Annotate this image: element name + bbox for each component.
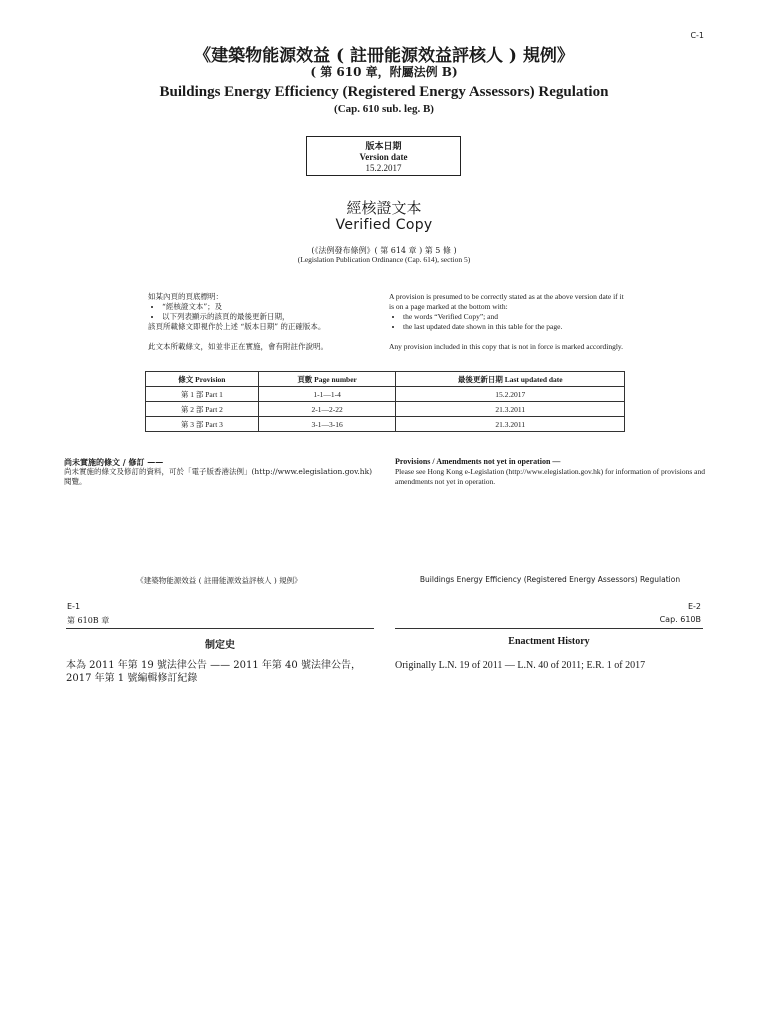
table-row xyxy=(146,402,625,417)
note-zh-line1: 如某內頁的頁底標明： xyxy=(148,292,223,301)
cell-last-updated: 15.2.2017 xyxy=(396,387,625,402)
table-row xyxy=(146,417,625,432)
page-code-e1: E-1 xyxy=(67,602,81,611)
note-en-line1: A provision is presumed to be correctly stated as at the above version date if it is on a page marked at the bottom with: xyxy=(389,292,624,311)
version-date: 15.2.2017 xyxy=(365,163,402,173)
parts-table xyxy=(145,371,625,432)
title-zh: 《建築物能源效益 ( 註冊能源效益評核人 ) 規例》 xyxy=(194,46,574,66)
note-zh-bullet2: • 以下列表顯示的該頁的最後更新日期， xyxy=(162,312,368,322)
page-code: C-1 xyxy=(690,31,704,40)
cell-provision: 第 3 部 Part 3 xyxy=(146,417,259,432)
cell-page-number: 2-1—2-22 xyxy=(258,402,396,417)
verified-copy-zh: 經核證文本 xyxy=(346,199,422,217)
enactment-heading-zh: 制定史 xyxy=(205,640,235,651)
verified-copy-en: Verified Copy xyxy=(335,217,433,233)
version-date-box xyxy=(306,136,461,176)
page-code-e2: E-2 xyxy=(687,602,701,611)
cap-number-zh: 第 610B 章 xyxy=(67,616,110,625)
cell-page-number: 1-1—1-4 xyxy=(258,387,396,402)
header-provision: 條文 Provision xyxy=(146,372,259,387)
subtitle-zh: ( 第 610 章，附屬法例 B) xyxy=(310,65,458,79)
divider-right xyxy=(395,628,703,629)
not-yet-body-zh: 尚未實施的條文及修訂的資料，可於「電子版香港法例」(http://www.elegislation.gov.hk) 閱覽。 xyxy=(64,467,373,486)
header-page-number: 頁數 Page number xyxy=(258,372,396,387)
subtitle-en: (Cap. 610 sub. leg. B) xyxy=(334,103,434,115)
divider-left xyxy=(66,628,374,629)
version-label-zh: 版本日期 xyxy=(365,141,402,151)
note-zh-line3: 此文本所載條文，如並非正在實施，會有附註作說明。 xyxy=(148,342,328,351)
ordinance-ref-en: (Legislation Publication Ordinance (Cap. 614), section 5) xyxy=(297,255,471,264)
footer-title-zh: 《建築物能源效益 ( 註冊能源效益評核人 ) 規例》 xyxy=(136,576,302,585)
header-last-updated: 最後更新日期 Last updated date xyxy=(396,372,625,387)
cell-last-updated: 21.3.2011 xyxy=(396,417,625,432)
note-en-bullet1: • the words “Verified Copy”; and xyxy=(403,312,629,322)
not-yet-in-operation-en xyxy=(395,457,705,487)
note-zh-line2: 該頁所載條文即視作於上述 “版本日期” 的正確版本。 xyxy=(148,322,326,331)
ordinance-ref-zh: (《法例發布條例》( 第 614 章 ) 第 5 條 ) xyxy=(311,246,457,255)
not-yet-in-operation-zh xyxy=(64,457,374,487)
enactment-heading-en: Enactment History xyxy=(508,636,590,647)
note-en-bullet2: • the last updated date shown in this table for the page. xyxy=(403,322,629,332)
not-yet-heading-zh: 尚未實施的條文 / 修訂 —— xyxy=(64,457,164,467)
note-en xyxy=(389,292,629,352)
note-en-line2: Any provision included in this copy that is not in force is marked accordingly. xyxy=(389,342,624,351)
title-en: Buildings Energy Efficiency (Registered Energy Assessors) Regulation xyxy=(159,84,609,100)
cell-provision: 第 2 部 Part 2 xyxy=(146,402,259,417)
enactment-body-zh: 本為 2011 年第 19 號法律公告 —— 2011 年第 40 號法律公告，2017 年第 1 號編輯修訂紀錄 xyxy=(66,660,361,684)
cell-last-updated: 21.3.2011 xyxy=(396,402,625,417)
not-yet-body-en: Please see Hong Kong e-Legislation (http://www.elegislation.gov.hk) for information of provisions and amendments not yet in operation. xyxy=(395,467,706,486)
not-yet-heading-en: Provisions / Amendments not yet in operation — xyxy=(395,457,561,466)
version-label-en: Version date xyxy=(359,152,408,162)
enactment-body-en: Originally L.N. 19 of 2011 — L.N. 40 of 2011; E.R. 1 of 2017 xyxy=(395,660,646,671)
cell-page-number: 3-1—3-16 xyxy=(258,417,396,432)
note-zh xyxy=(148,292,368,352)
cap-number-en: Cap. 610B xyxy=(659,615,701,624)
table-header-row xyxy=(146,372,625,387)
table-row xyxy=(146,387,625,402)
cell-provision: 第 1 部 Part 1 xyxy=(146,387,259,402)
footer-title-en: Buildings Energy Efficiency (Registered Energy Assessors) Regulation xyxy=(419,575,681,584)
note-zh-bullet1: • “經核證文本”；及 xyxy=(162,302,368,312)
